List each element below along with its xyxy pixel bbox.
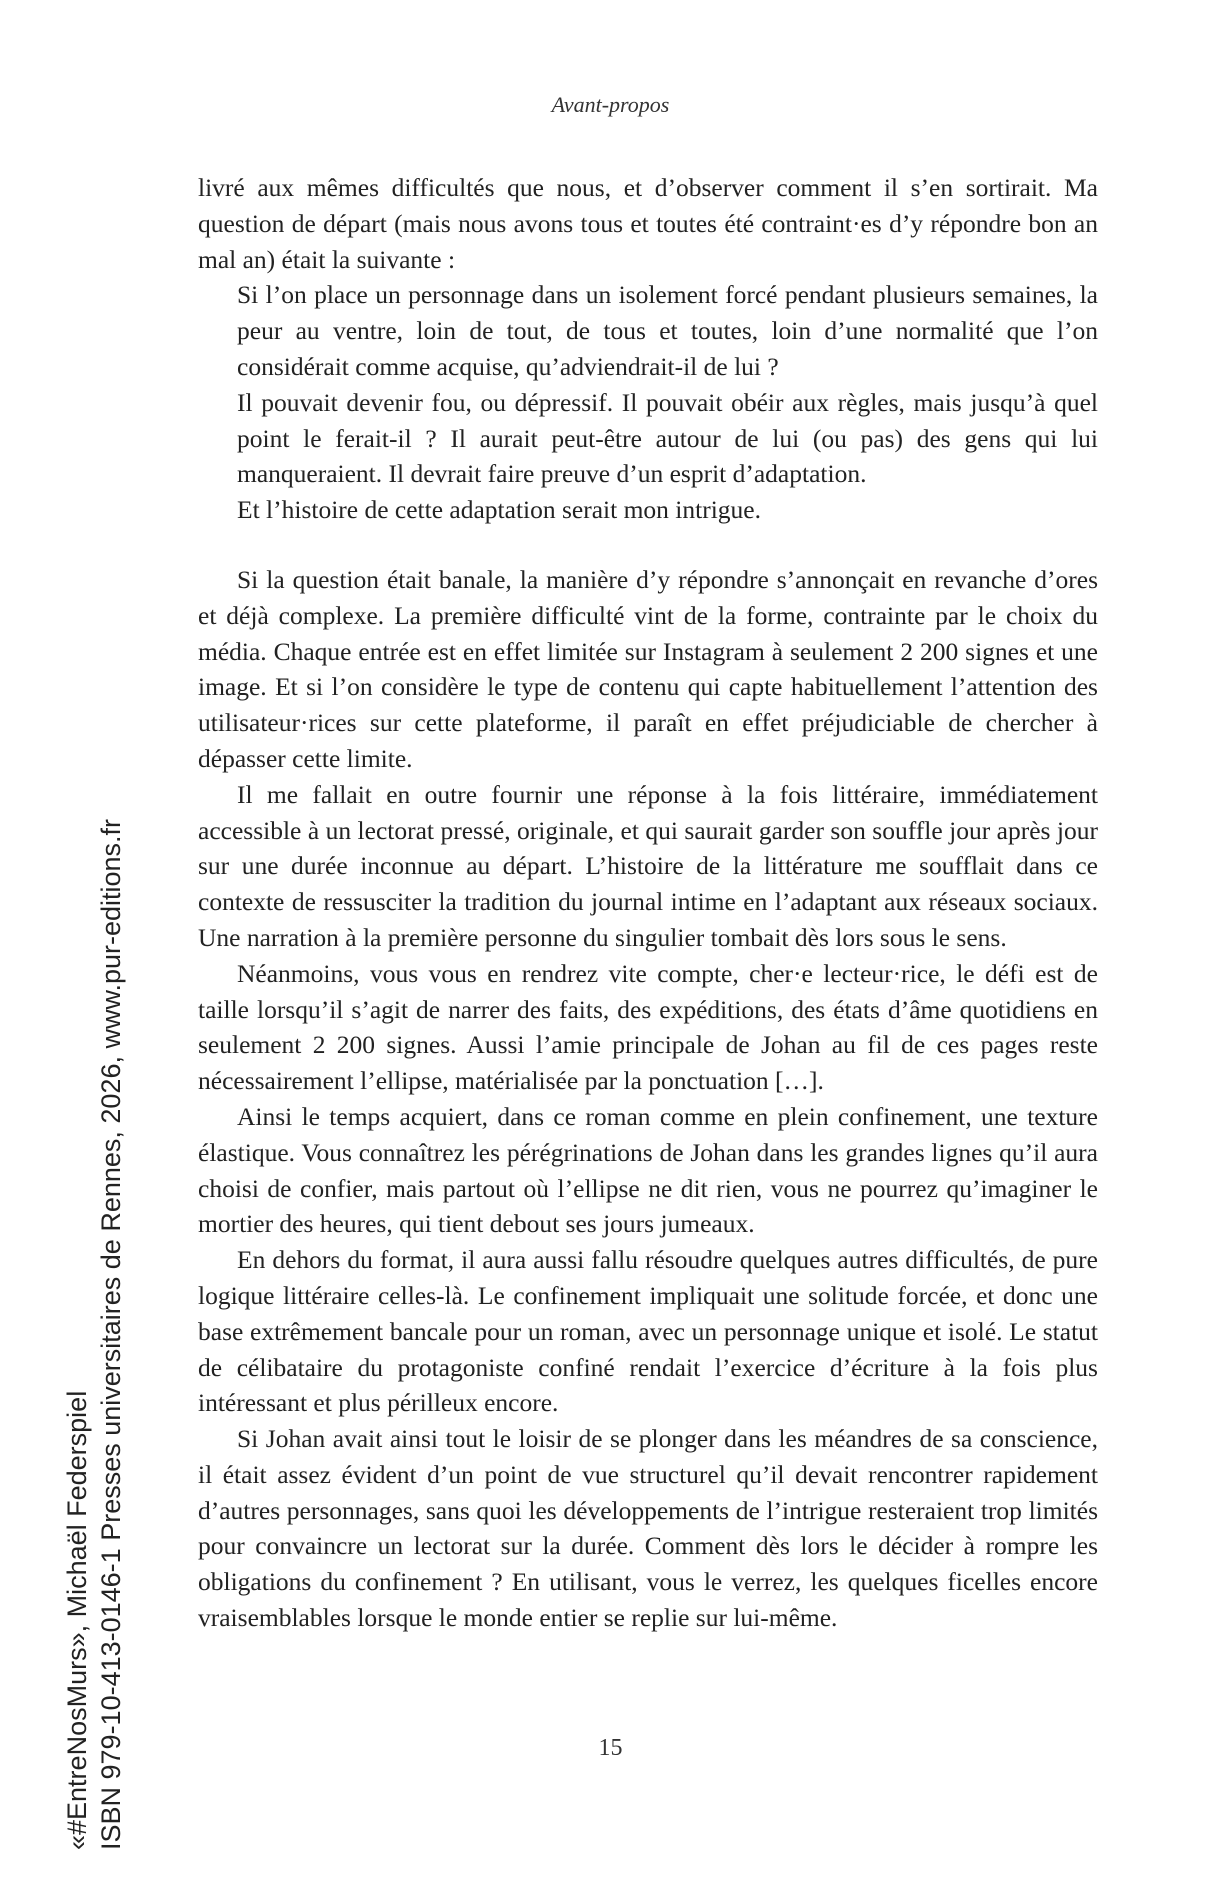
quote-paragraph: Il pouvait devenir fou, ou dépressif. Il pouvait obéir aux règles, mais jusqu’à quel point le ferait-il ? Il aurait peut-être autour de lui (ou pas) des gens qui lui manqueraient. Il devrait faire preuve d’un esprit d’adaptation. (237, 387, 1098, 489)
paragraph: Néanmoins, vous vous en rendrez vite compte, cher·e lecteur·rice, le défi est de taille lorsqu’il s’agit de narrer des faits, des expéditions, des états d’âme quotidiens en seulement 2 200 signes. Aussi l’amie principale de Johan au fil de ces pages reste nécessairement l’ellipse, matérialisée par la ponctuation […]. (198, 958, 1098, 1096)
quote-paragraph: Si l’on place un personnage dans un isolement forcé pendant plusieurs semaines, la peur au ventre, loin de tout, de tous et toutes, loin d’une normalité que l’on considérait comme acquise, qu’adviendrait-il de lui ? (237, 280, 1098, 381)
credit-isbn-line: ISBN 979-10-413-0146-1 Presses universitaires de Rennes, 2026, www.pur-editions.fr (96, 818, 126, 1850)
section-gap (198, 528, 1098, 562)
paragraph: Ainsi le temps acquiert, dans ce roman comme en plein confinement, une texture élastique. Vous connaîtrez les pérégrinations de Johan dans les grandes lignes qu’il aura choisi de confier, mais partout où l’ellipse ne dit rien, vous ne pourrez qu’imaginer le mortier des heures, qui tient debout ses jours jumeaux. (198, 1101, 1098, 1239)
paragraph: En dehors du format, il aura aussi fallu résoudre quelques autres difficultés, de pure logique littéraire celles-là. Le confinement impliquait une solitude forcée, et donc une base extrêmement bancale pour un roman, avec un personnage unique et isolé. Le statut de célibataire du protagoniste confiné rendait l’exercice d’écriture à la fois plus intéressant et plus périlleux encore. (198, 1245, 1098, 1418)
credit-title-line: «#EntreNosMurs», Michaël Federspiel (62, 1390, 92, 1850)
margin-credit (60, 819, 128, 1850)
paragraph: Si la question était banale, la manière d’y répondre s’annonçait en revanche d’ores et déjà complexe. La première difficulté vint de la forme, contrainte par le choix du média. Chaque entrée est en effet limitée sur Instagram à seulement 2 200 signes et une image. Et si l’on considère le type de contenu qui capte habituellement l’attention des utilisateur·rices sur cette plateforme, il paraît en effet préjudiciable de chercher à dépasser cette limite. (198, 564, 1098, 773)
paragraph: Il me fallait en outre fournir une réponse à la fois littéraire, immédiatement accessible à un lectorat pressé, originale, et qui saurait garder son souffle jour après jour sur une durée inconnue au départ. L’histoire de la littérature me soufflait dans ce contexte de ressusciter la tradition du journal intime en l’adaptant aux réseaux sociaux. Une narration à la première personne du singulier tombait dès lors sous le sens. (198, 779, 1098, 952)
paragraph: Si Johan avait ainsi tout le loisir de se plonger dans les méandres de sa conscience, il était assez évident d’un point de vue structurel qu’il devait rencontrer rapidement d’autres personnages, sans quoi les développements de l’intrigue resteraient trop limités pour convaincre un lectorat sur la durée. Comment dès lors le décider à rompre les obligations du confinement ? En utilisant, vous le verrez, les quelques ficelles encore vraisemblables lorsque le monde entier se replie sur lui-même. (198, 1424, 1098, 1633)
page-number: 15 (598, 1735, 623, 1761)
running-head: Avant-propos (551, 92, 670, 117)
quote-paragraph: Et l’histoire de cette adaptation serait mon intrigue. (237, 495, 761, 525)
paragraph: livré aux mêmes difficultés que nous, et d’observer comment il s’en sortirait. Ma question de départ (mais nous avons tous et toutes été contraint·es d’y répondre bon an mal an) était la suivante : (198, 173, 1098, 274)
body-text (198, 170, 1098, 1636)
